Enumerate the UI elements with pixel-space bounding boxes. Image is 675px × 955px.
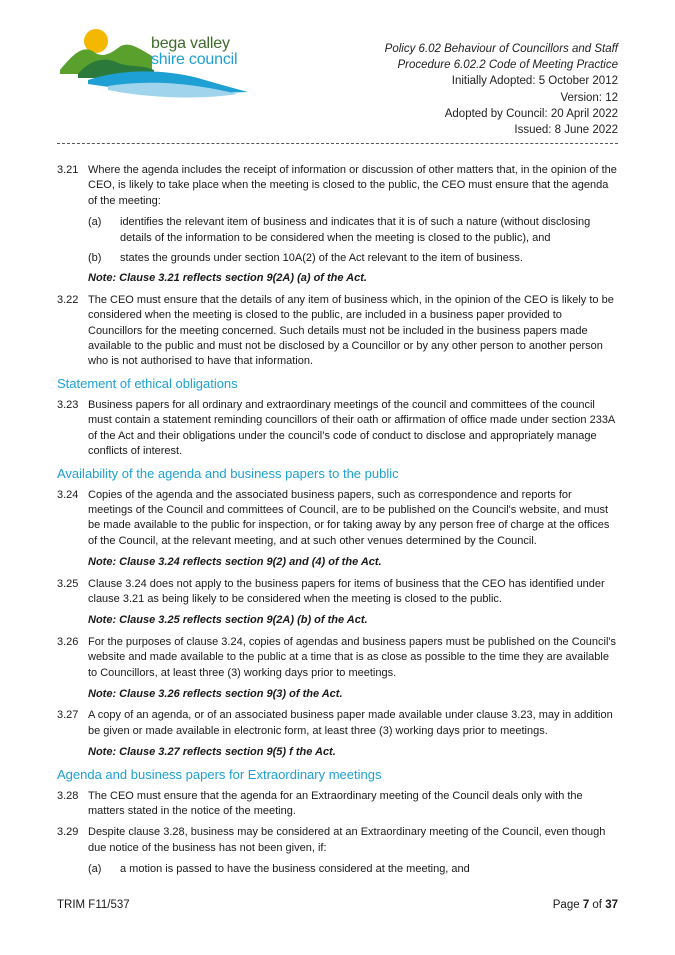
page-content <box>57 163 619 883</box>
note-3-24: Note: Clause 3.24 reflects section 9(2) and (4) of the Act. <box>88 556 382 569</box>
sub-label: (a) <box>88 863 102 876</box>
clause-number: 3.21 <box>57 164 79 176</box>
sub-label: (b) <box>88 252 102 265</box>
sub-text: identifies the relevant item of business and indicates that it is of such a nature (without disclosing details of the information to be considered when the meeting is closed to the public), and <box>120 216 591 244</box>
header-divider <box>57 143 618 144</box>
clause-text: The CEO must ensure that the details of any item of business which, in the opinion of the CEO is likely to be considered when the meeting is closed to the public, are included in a business paper provided to Councillors for the meeting concerned. Such details must not be included in the business papers made available to the public and must not be disclosed by a Councillor or by any other person to another person who is not authorised to have that information. <box>88 293 614 368</box>
page-footer <box>57 899 618 911</box>
note-3-25: Note: Clause 3.25 reflects section 9(2A) (b) of the Act. <box>88 614 368 627</box>
clause-text: Clause 3.24 does not apply to the business papers for items of business that the CEO has identified under clause 3.21 as being likely to be considered when the meeting is closed to the public. <box>88 577 605 605</box>
clause-number: 3.27 <box>57 709 79 722</box>
clause-text: For the purposes of clause 3.24, copies of agendas and business papers must be published on the Council's website and made available to the public at a time that is as close as possible to the time they are available to Councillors, at least three (3) working days prior to meetings. <box>88 635 616 679</box>
page-number: 7 <box>582 899 590 911</box>
logo-line1: bega valley <box>151 35 230 52</box>
note-3-26: Note: Clause 3.26 reflects section 9(3) of the Act. <box>88 687 343 700</box>
section-heading-availability: Availability of the agenda and business papers to the public <box>57 465 399 481</box>
logo-wordmark <box>151 36 237 68</box>
clause-text: Copies of the agenda and the associated business papers, such as correspondence and reports for meetings of the Council and committees of Council, are to be published on the Council's website, and must be made available to the public for inspection, or for taking away by any person free of charge at the offices of the Council, at the relevant meeting, and at such other venues determined by the Council. <box>88 488 610 547</box>
page-total: 37 <box>605 899 618 911</box>
clause-3-28 <box>57 789 619 820</box>
initially-adopted: Initially Adopted: 5 October 2012 <box>451 75 618 88</box>
clause-text: The CEO must ensure that the agenda for an Extraordinary meeting of the Council deals only with the matters stated in the notice of the meeting. <box>88 789 583 817</box>
clause-text: A copy of an agenda, or of an associated business paper made available under clause 3.23, may in addition be given or made available in electronic form, at least three (3) working days prior to meetings. <box>88 709 613 737</box>
clause-number: 3.23 <box>57 398 79 411</box>
sub-text: a motion is passed to have the business considered at the meeting, and <box>120 863 470 876</box>
clause-3-21 <box>57 163 619 209</box>
clause-3-22 <box>57 293 619 370</box>
procedure-title: Procedure 6.02.2 Code of Meeting Practice <box>397 59 618 72</box>
page-indicator <box>553 899 618 911</box>
sub-label: (a) <box>88 216 102 229</box>
page-header <box>0 0 675 150</box>
document-meta <box>385 41 618 138</box>
clause-3-26 <box>57 635 619 681</box>
clause-3-21-b <box>88 251 619 266</box>
version: Version: 12 <box>560 91 618 104</box>
clause-3-21-a <box>88 215 619 246</box>
adopted-by-council: Adopted by Council: 20 April 2022 <box>444 107 618 120</box>
clause-number: 3.25 <box>57 577 79 590</box>
section-heading-extraordinary: Agenda and business papers for Extraordinary meetings <box>57 766 382 782</box>
clause-3-24 <box>57 488 619 550</box>
clause-number: 3.26 <box>57 635 79 648</box>
clause-3-23 <box>57 398 619 460</box>
clause-text: Business papers for all ordinary and extraordinary meetings of the council and committees of the council must contain a statement reminding councillors of their oath or affirmation of office made under section 233A of the Act and their obligations under the council’s code of conduct to disclose and appropriately manage conflicts of interest. <box>88 398 615 458</box>
clause-3-25 <box>57 577 619 608</box>
clause-3-29 <box>57 825 619 856</box>
note-3-27: Note: Clause 3.27 reflects section 9(5) f the Act. <box>88 746 336 759</box>
clause-3-27 <box>57 708 619 739</box>
note-3-21: Note: Clause 3.21 reflects section 9(2A) (a) of the Act. <box>88 272 367 285</box>
clause-text: Despite clause 3.28, business may be considered at an Extraordinary meeting of the Council, even though due notice of the business has not been given, if: <box>88 826 606 854</box>
clause-number: 3.29 <box>57 826 79 839</box>
logo-line2: shire council <box>151 51 238 68</box>
section-heading-ethical-obligations: Statement of ethical obligations <box>57 375 238 391</box>
clause-text: Where the agenda includes the receipt of information or discussion of other matters that, in the opinion of the CEO, is likely to take place when the meeting is closed to the public, the CEO must ensure that the agenda of the meeting: <box>88 164 617 207</box>
clause-3-29-a <box>88 862 619 877</box>
page-word: Page <box>552 899 583 911</box>
clause-number: 3.22 <box>57 293 79 306</box>
trim-reference: TRIM F11/537 <box>57 899 130 911</box>
policy-title: Policy 6.02 Behaviour of Councillors and Staff <box>384 43 618 55</box>
issued-date: Issued: 8 June 2022 <box>514 124 618 137</box>
clause-number: 3.28 <box>57 789 79 802</box>
sub-text: states the grounds under section 10A(2) of the Act relevant to the item of business. <box>120 252 523 265</box>
clause-number: 3.24 <box>57 488 79 501</box>
of-word: of <box>589 899 606 911</box>
